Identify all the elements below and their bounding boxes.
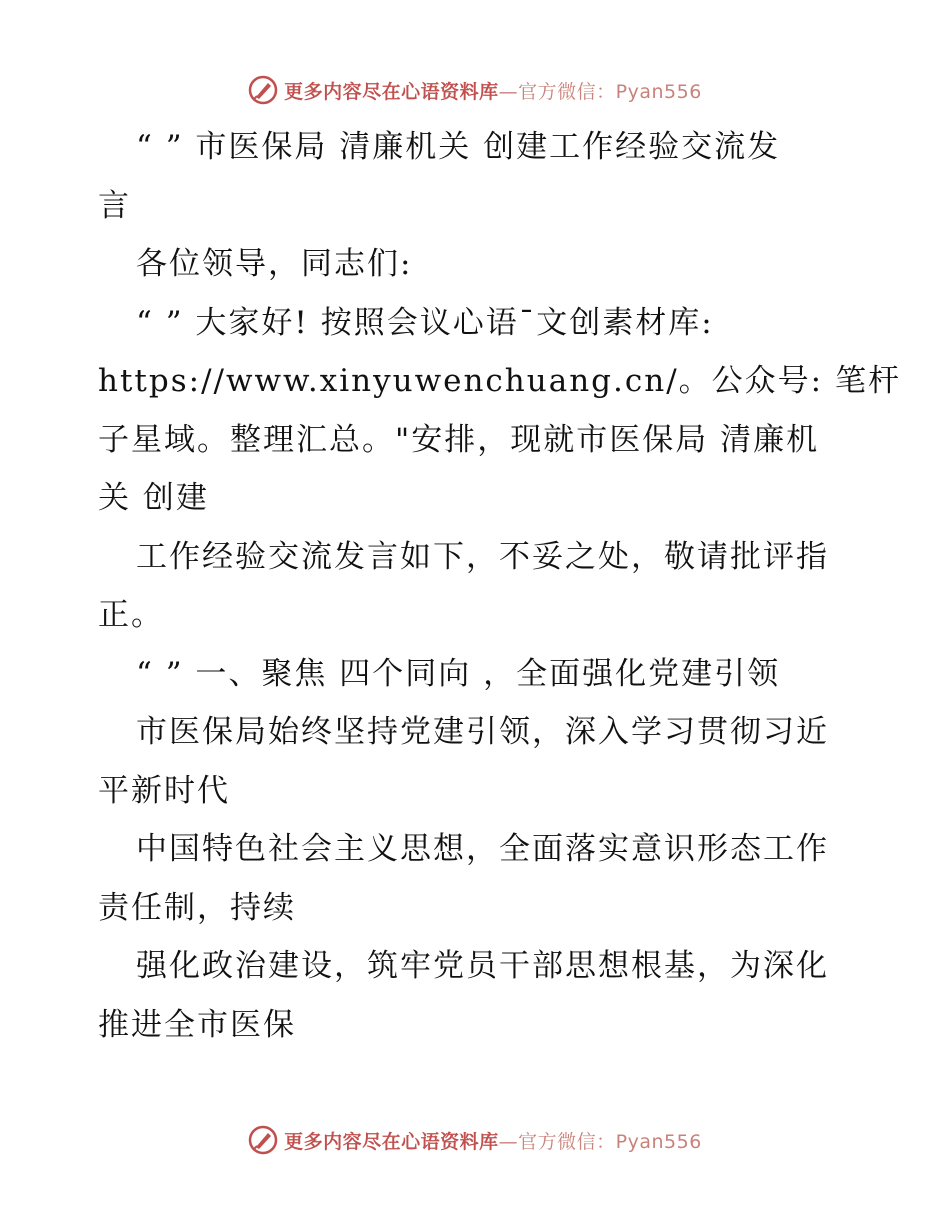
paragraph-line: 工作经验交流发言如下，不妥之处，敬请批评指 [136, 538, 829, 575]
document-body [98, 118, 901, 1054]
paragraph-line: 市医保局始终坚持党建引领，深入学习贯彻习近 [136, 714, 829, 750]
quill-seal-icon [248, 75, 278, 105]
watermark-suffix: —官方微信：Pyan556 [498, 80, 702, 103]
watermark-brand: 更多内容尽在心语资料库 [284, 80, 499, 103]
paragraph-line: https://www.xinyuwenchuang.cn/。公众号: 笔杆 [98, 363, 901, 399]
watermark-text [284, 1127, 702, 1154]
paragraph-line: 中国特色社会主义思想，全面落实意识形态工作 [136, 831, 829, 867]
title-line-2: 言 [98, 187, 131, 224]
paragraph-line: 推进全市医保 [98, 1006, 296, 1043]
paragraph-line: 责任制，持续 [98, 889, 296, 926]
paragraph-line: 正。 [98, 597, 164, 633]
paragraph-line: “ ” 大家好! 按照会议心语¯文创素材库: [136, 304, 714, 341]
paragraph-line: 平新时代 [98, 772, 230, 809]
paragraph-line: 关 创建 [98, 480, 209, 516]
paragraph-line: 强化政治建设，筑牢党员干部思想根基，为深化 [136, 948, 829, 984]
paragraph-line: 子星域。整理汇总。"安排，现就市医保局 清廉机 [98, 421, 820, 458]
header-watermark [0, 70, 950, 110]
quill-seal-icon [248, 1125, 278, 1155]
watermark-brand: 更多内容尽在心语资料库 [284, 1130, 499, 1153]
watermark-suffix: —官方微信：Pyan556 [498, 1130, 702, 1153]
greeting-line: 各位领导，同志们: [136, 246, 413, 282]
footer-watermark [0, 1120, 950, 1160]
watermark-text [284, 77, 702, 104]
title-line-1: “ ” 市医保局 清廉机关 创建工作经验交流发 [136, 129, 781, 165]
section-heading: “ ” 一、聚焦 四个同向 ，全面强化党建引领 [136, 655, 781, 692]
